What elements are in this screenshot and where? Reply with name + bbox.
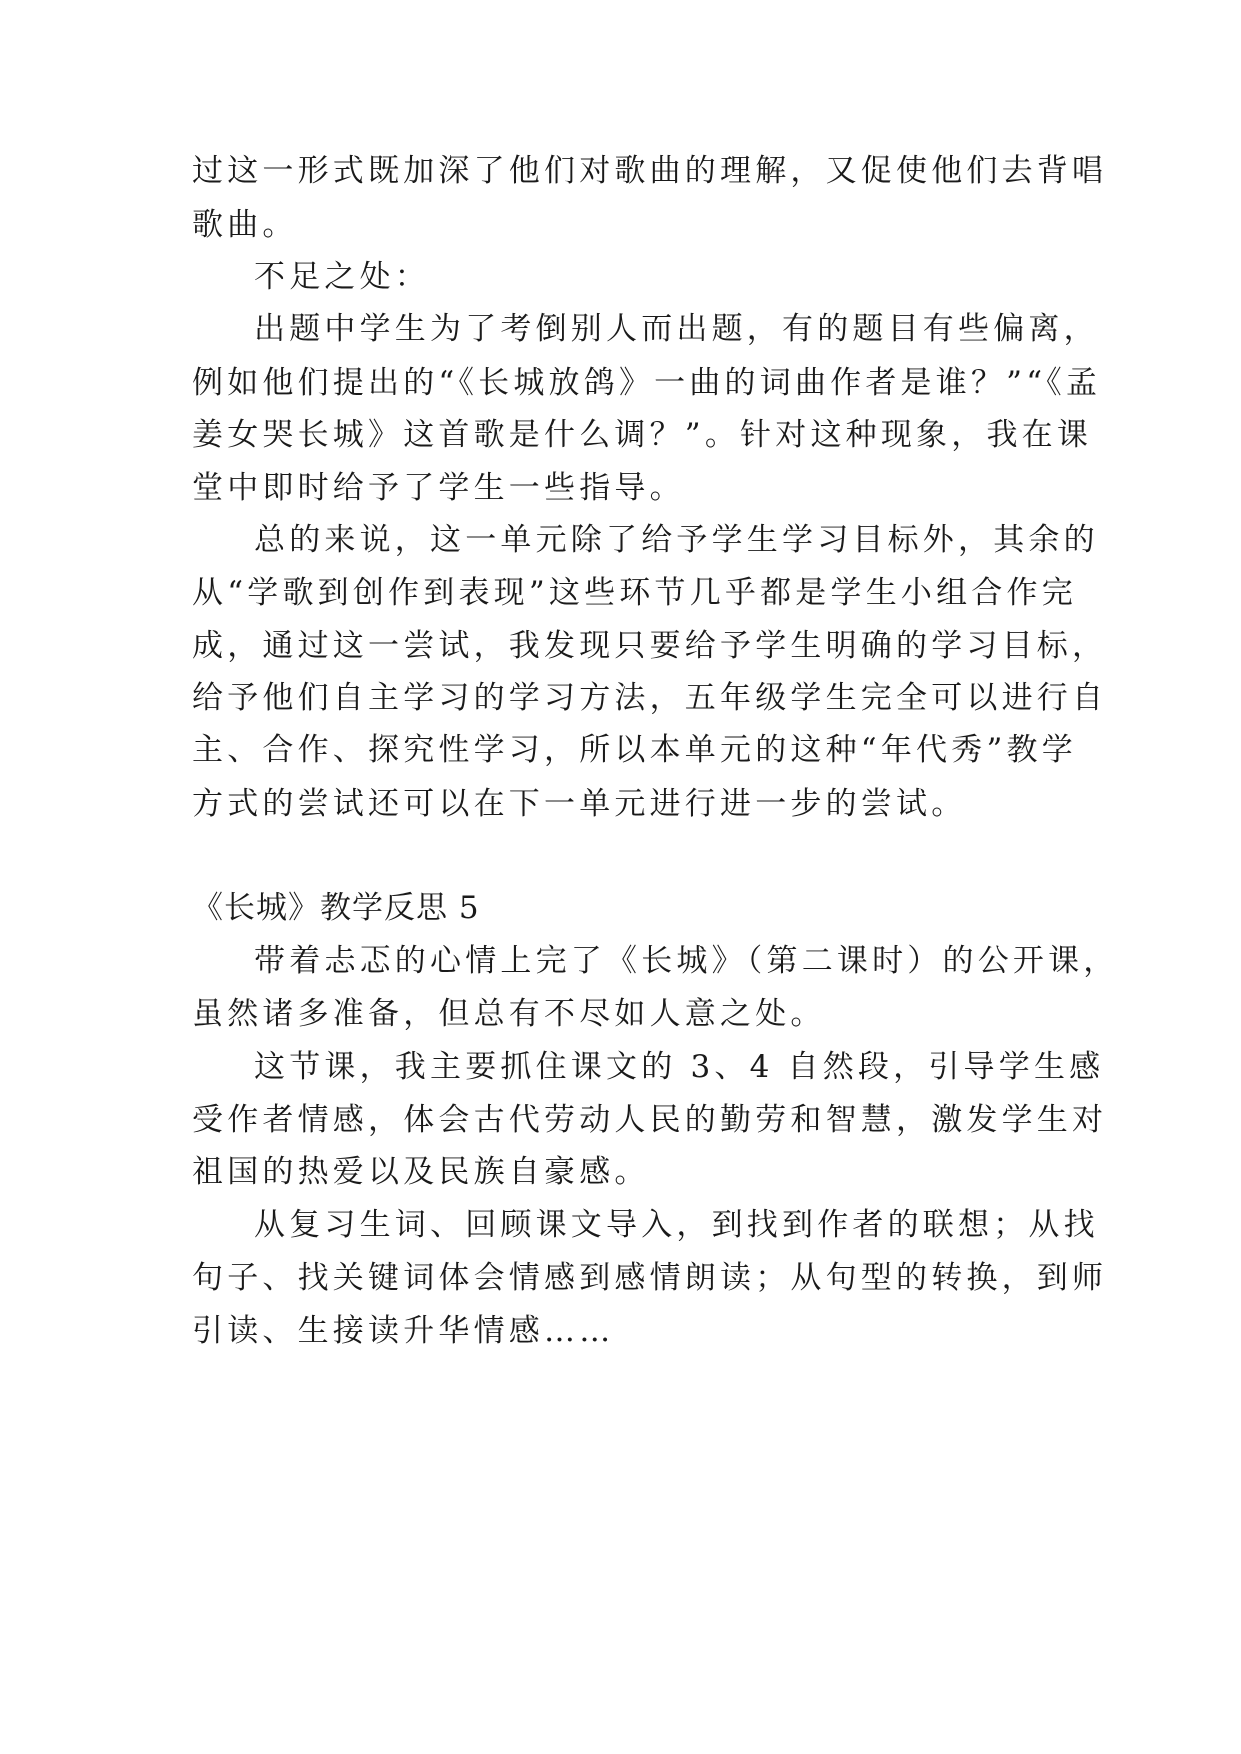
body-text-line: 成，通过这一尝试，我发现只要给予学生明确的学习目标， <box>192 628 1108 664</box>
body-text-line: 堂中即时给予了学生一些指导。 <box>192 470 685 506</box>
body-text-line: 方式的尝试还可以在下一单元进行进一步的尝试。 <box>192 786 967 822</box>
body-text-line: 从“学歌到创作到表现”这些环节几乎都是学生小组合作完 <box>192 575 1077 611</box>
body-text-line: 出题中学生为了考倒别人而出题，有的题目有些偏离， <box>254 311 1099 347</box>
body-text-line: 过这一形式既加深了他们对歌曲的理解，又促使他们去背唱 <box>192 153 1108 189</box>
body-text-line: 主、合作、探究性学习，所以本单元的这种“年代秀”教学 <box>192 732 1077 768</box>
body-text-line: 这节课，我主要抓住课文的 3、4 自然段，引导学生感 <box>254 1049 1105 1085</box>
body-text-line: 给予他们自主学习的学习方法，五年级学生完全可以进行自 <box>192 680 1108 716</box>
body-text-line: 受作者情感，体会古代劳动人民的勤劳和智慧，激发学生对 <box>192 1102 1108 1138</box>
body-text-line: 从复习生词、回顾课文导入，到找到作者的联想；从找 <box>254 1207 1099 1243</box>
section-heading: 《长城》教学反思 5 <box>192 890 480 926</box>
body-text-line: 歌曲。 <box>192 207 298 243</box>
body-text-line: 虽然诸多准备，但总有不尽如人意之处。 <box>192 996 826 1032</box>
body-text-line: 带着忐忑的心情上完了《长城》（第二课时）的公开课， <box>254 943 1119 979</box>
body-text-line: 不足之处： <box>254 259 430 295</box>
body-text-line: 姜女哭长城》这首歌是什么调？”。针对这种现象，我在课 <box>192 417 1093 453</box>
body-text-line: 祖国的热爱以及民族自豪感。 <box>192 1154 650 1190</box>
body-text-line: 总的来说，这一单元除了给予学生学习目标外，其余的 <box>254 522 1099 558</box>
body-text-line: 引读、生接读升华情感…… <box>192 1313 615 1349</box>
body-text-line: 例如他们提出的“《长城放鸽》一曲的词曲作者是谁？”“《孟 <box>192 365 1102 401</box>
body-text-line: 句子、找关键词体会情感到感情朗读；从句型的转换，到师 <box>192 1260 1108 1296</box>
